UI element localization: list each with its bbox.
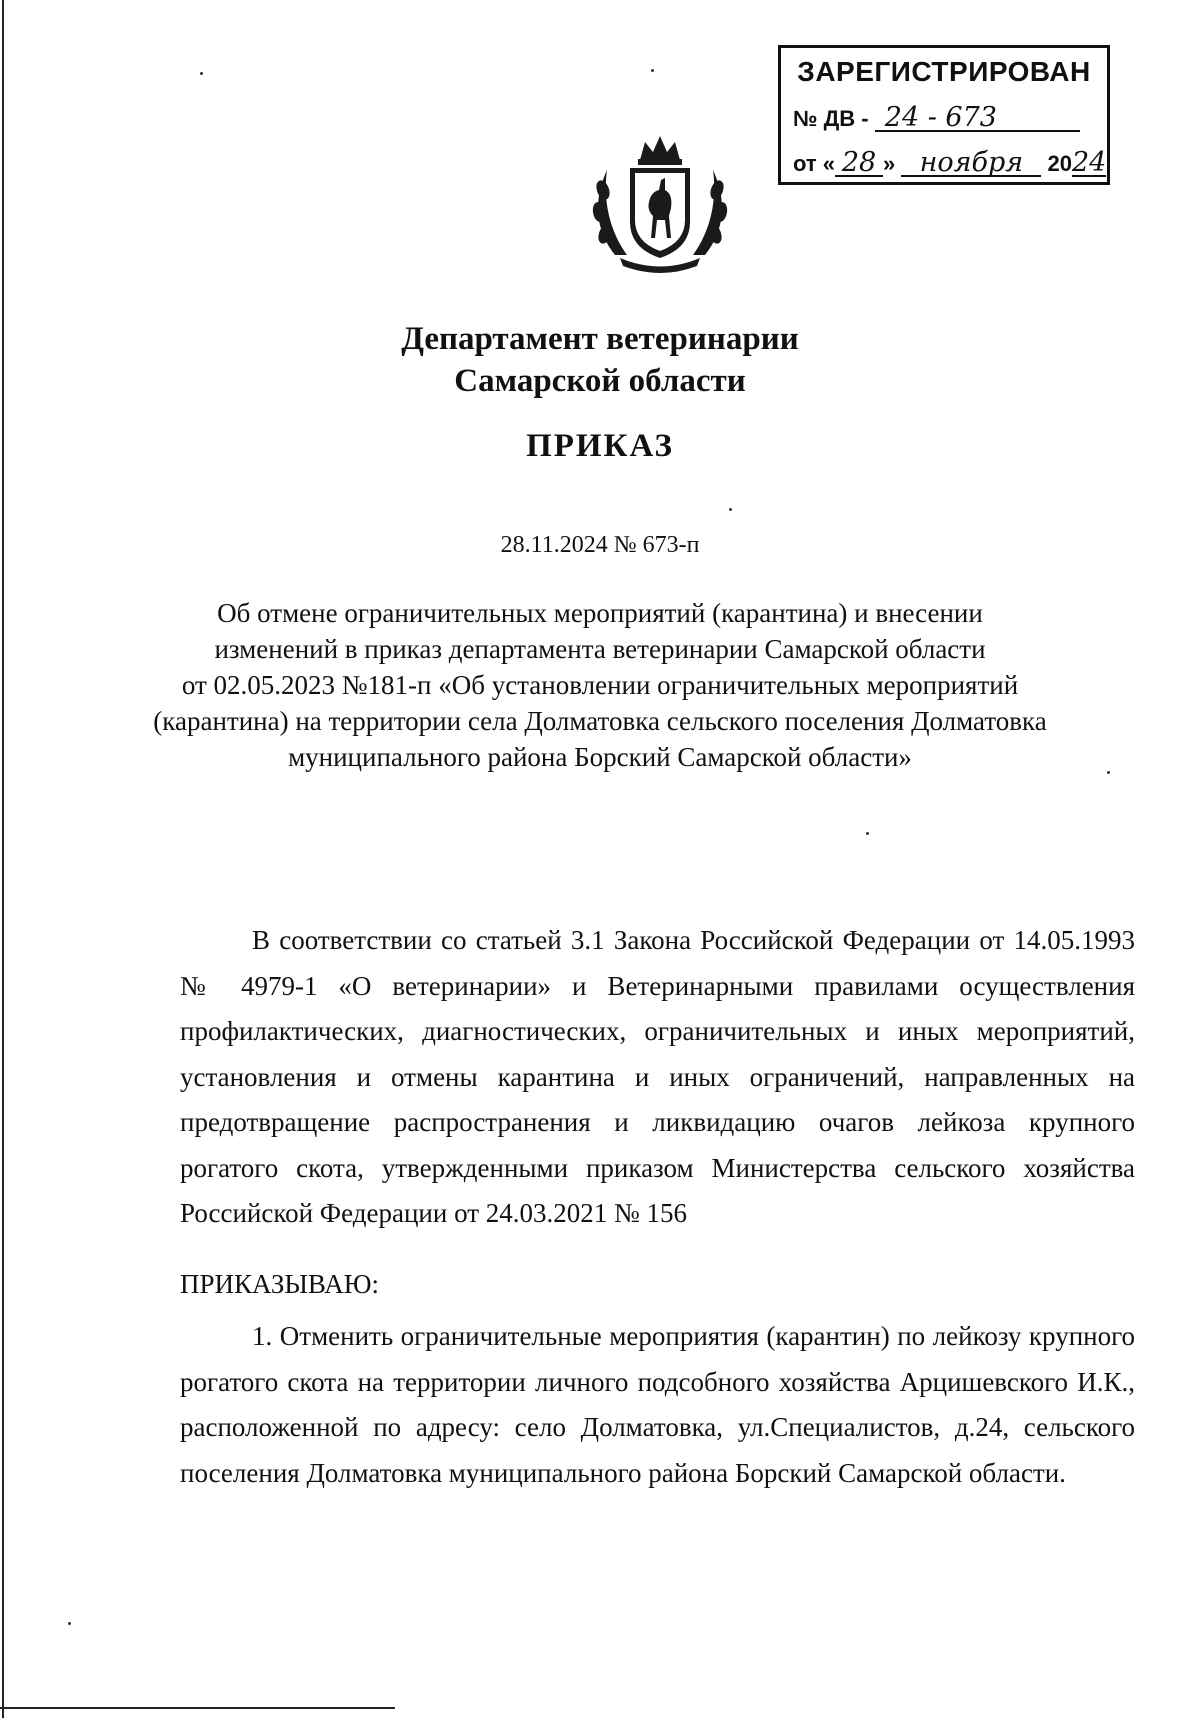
document-type: ПРИКАЗ — [526, 428, 674, 464]
scan-speck — [866, 832, 869, 835]
title-line: муниципального района Борский Самарской области» — [288, 742, 912, 772]
title-line: изменений в приказ департамента ветеринарии Самарской области — [214, 634, 986, 664]
department-heading — [0, 318, 1200, 402]
stamp-title: ЗАРЕГИСТРИРОВАН — [797, 56, 1091, 87]
scan-speck — [200, 72, 203, 75]
stamp-number-label: № ДВ - — [793, 106, 869, 131]
stamp-year-prefix: 20 — [1047, 151, 1072, 176]
order-word: ПРИКАЗЫВАЮ: — [180, 1269, 379, 1299]
stamp-number-line — [793, 102, 1080, 133]
department-line-1: Департамент ветеринарии — [401, 321, 799, 357]
stamp-date-day: 28 — [835, 151, 883, 177]
stamp-date-line — [793, 147, 1107, 178]
registration-stamp — [778, 45, 1110, 185]
stamp-date-sep: » — [883, 151, 896, 176]
stamp-date-prefix: от « — [793, 151, 836, 176]
document-title — [0, 595, 1200, 775]
title-line: (карантина) на территории села Долматовка сельского поселения Долматовка — [153, 706, 1047, 736]
department-line-2: Самарской области — [454, 363, 746, 399]
preamble-paragraph: В соответствии со статьей 3.1 Закона Российской Федерации от 14.05.1993 № 4979-1 «О ветеринарии» и Ветеринарными правилами осуществления профилактических, диагностических, ограничительных и иных мероприятий, установления и отмены карантина и иных ограничений, направленных на предотвращение распространения и ликвидацию очагов лейкоза крупного рогатого скота, утвержденными приказом Министерства сельского хозяйства Российской Федерации от 24.03.2021 № 156 — [180, 925, 1135, 1228]
stamp-date-month: ноября — [901, 151, 1041, 177]
order-item-1: 1. Отменить ограничительные мероприятия (карантин) по лейкозу крупного рогатого скота на территории личного подсобного хозяйства Арцишевского И.К., расположенной по адресу: село Долматовка, ул.Специалистов, д.24, сельского поселения Долматовка муниципального района Борский Самарской области. — [180, 1321, 1135, 1488]
title-line: Об отмене ограничительных мероприятий (карантина) и внесении — [217, 598, 983, 628]
scan-bottom-line — [0, 1707, 395, 1709]
scan-edge-line — [2, 0, 4, 1718]
title-line: от 02.05.2023 №181-п «Об установлении ограничительных мероприятий — [181, 670, 1019, 700]
scan-speck — [68, 1622, 71, 1625]
scan-speck — [729, 508, 732, 511]
scan-speck — [651, 69, 654, 72]
stamp-year-suffix: 24 — [1072, 147, 1107, 178]
document-date-number: 28.11.2024 № 673-п — [500, 532, 700, 558]
coat-of-arms-emblem — [585, 130, 735, 280]
stamp-number-value: 24 - 673 — [875, 106, 1080, 132]
